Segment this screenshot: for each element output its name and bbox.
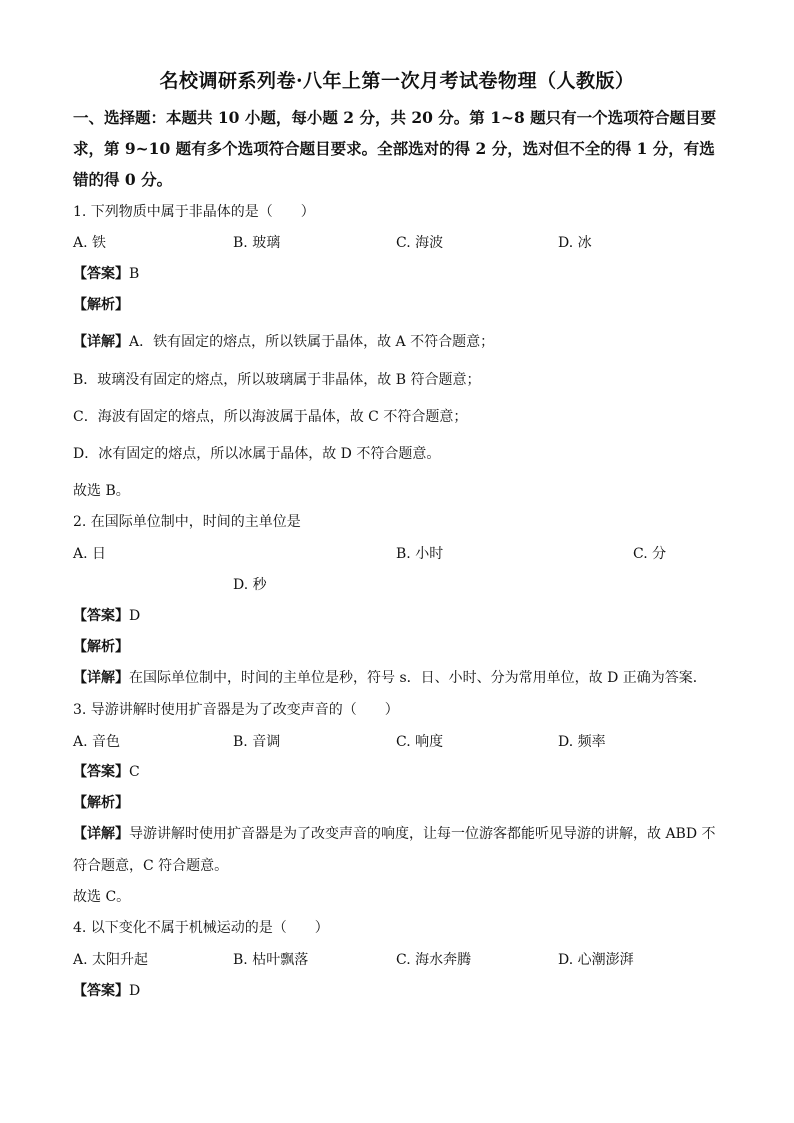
q1-answer-value: B	[129, 266, 140, 282]
question-3-stem: 3. 导游讲解时使用扩音器是为了改变声音的（ ）	[73, 702, 399, 718]
q2-analysis-label: 【解析】	[73, 639, 129, 655]
section-line-1: 一、选择题：本题共 10 小题，每小题 2 分，共 20 分。第 1~8 题只有一个选项符合题目要	[73, 108, 717, 127]
q3-conclusion: 故选 C。	[73, 889, 131, 905]
detail-label: 【详解】	[73, 334, 129, 350]
q1-detail-a	[73, 333, 494, 351]
q1-detail-d: D．冰有固定的熔点，所以冰属于晶体，故 D 不符合题意。	[73, 446, 441, 462]
answer-label: 【答案】	[73, 983, 129, 999]
q3-option-d: D. 频率	[558, 734, 606, 750]
q3-answer-value: C	[129, 764, 140, 780]
question-4-stem: 4. 以下变化不属于机械运动的是（ ）	[73, 920, 329, 936]
q1-option-c: C. 海波	[396, 235, 444, 251]
q4-option-a: A. 太阳升起	[73, 952, 149, 968]
q1-option-d: D. 冰	[558, 235, 592, 251]
q4-answer	[73, 982, 140, 1000]
question-1-stem: 1. 下列物质中属于非晶体的是（ ）	[73, 204, 315, 220]
answer-label: 【答案】	[73, 266, 129, 282]
q2-option-a: A. 日	[73, 546, 107, 562]
question-2-stem: 2. 在国际单位制中，时间的主单位是	[73, 514, 301, 530]
detail-label: 【详解】	[73, 826, 129, 842]
q4-option-d: D. 心潮澎湃	[558, 952, 634, 968]
page-title: 名校调研系列卷·八年上第一次月考试卷物理（人教版）	[159, 70, 635, 92]
q3-option-b: B. 音调	[233, 734, 281, 750]
detail-label: 【详解】	[73, 670, 129, 686]
q1-conclusion: 故选 B。	[73, 483, 130, 499]
q4-option-c: C. 海水奔腾	[396, 952, 472, 968]
q3-answer	[73, 763, 140, 781]
q4-answer-value: D	[129, 983, 141, 999]
q1-detail-b: B．玻璃没有固定的熔点，所以玻璃属于非晶体，故 B 符合题意；	[73, 372, 481, 388]
answer-label: 【答案】	[73, 608, 129, 624]
section-line-2: 求，第 9~10 题有多个选项符合题目要求。全部选对的得 2 分，选对但不全的得 1 分，有选	[73, 139, 715, 158]
q2-detail-text: 在国际单位制中，时间的主单位是秒，符号 s．日、小时、分为常用单位，故 D 正确为答案．	[129, 670, 707, 686]
q2-answer	[73, 607, 140, 625]
q3-detail-text: 导游讲解时使用扩音器是为了改变声音的响度，让每一位游客都能听见导游的讲解，故 ABD 不	[129, 826, 716, 842]
q2-option-b: B. 小时	[396, 546, 444, 562]
q3-option-a: A. 音色	[73, 734, 121, 750]
q3-detail-line-2: 符合题意，C 符合题意。	[73, 858, 229, 874]
q2-detail	[73, 669, 707, 687]
q1-detail-a-text: A．铁有固定的熔点，所以铁属于晶体，故 A 不符合题意；	[129, 334, 495, 350]
q1-analysis-label: 【解析】	[73, 297, 129, 313]
q2-option-c: C. 分	[633, 546, 667, 562]
q2-option-d: D. 秒	[233, 577, 267, 593]
q2-answer-value: D	[129, 608, 141, 624]
q1-option-a: A. 铁	[73, 235, 107, 251]
q3-analysis-label: 【解析】	[73, 795, 129, 811]
q1-option-b: B. 玻璃	[233, 235, 281, 251]
answer-label: 【答案】	[73, 764, 129, 780]
q3-option-c: C. 响度	[396, 734, 444, 750]
q4-option-b: B. 枯叶飘落	[233, 952, 309, 968]
section-heading	[73, 102, 723, 195]
q1-detail-c: C．海波有固定的熔点，所以海波属于晶体，故 C 不符合题意；	[73, 409, 468, 425]
q3-detail-line-1	[73, 825, 716, 843]
q1-answer	[73, 265, 139, 283]
section-line-3: 错的得 0 分。	[73, 170, 173, 189]
